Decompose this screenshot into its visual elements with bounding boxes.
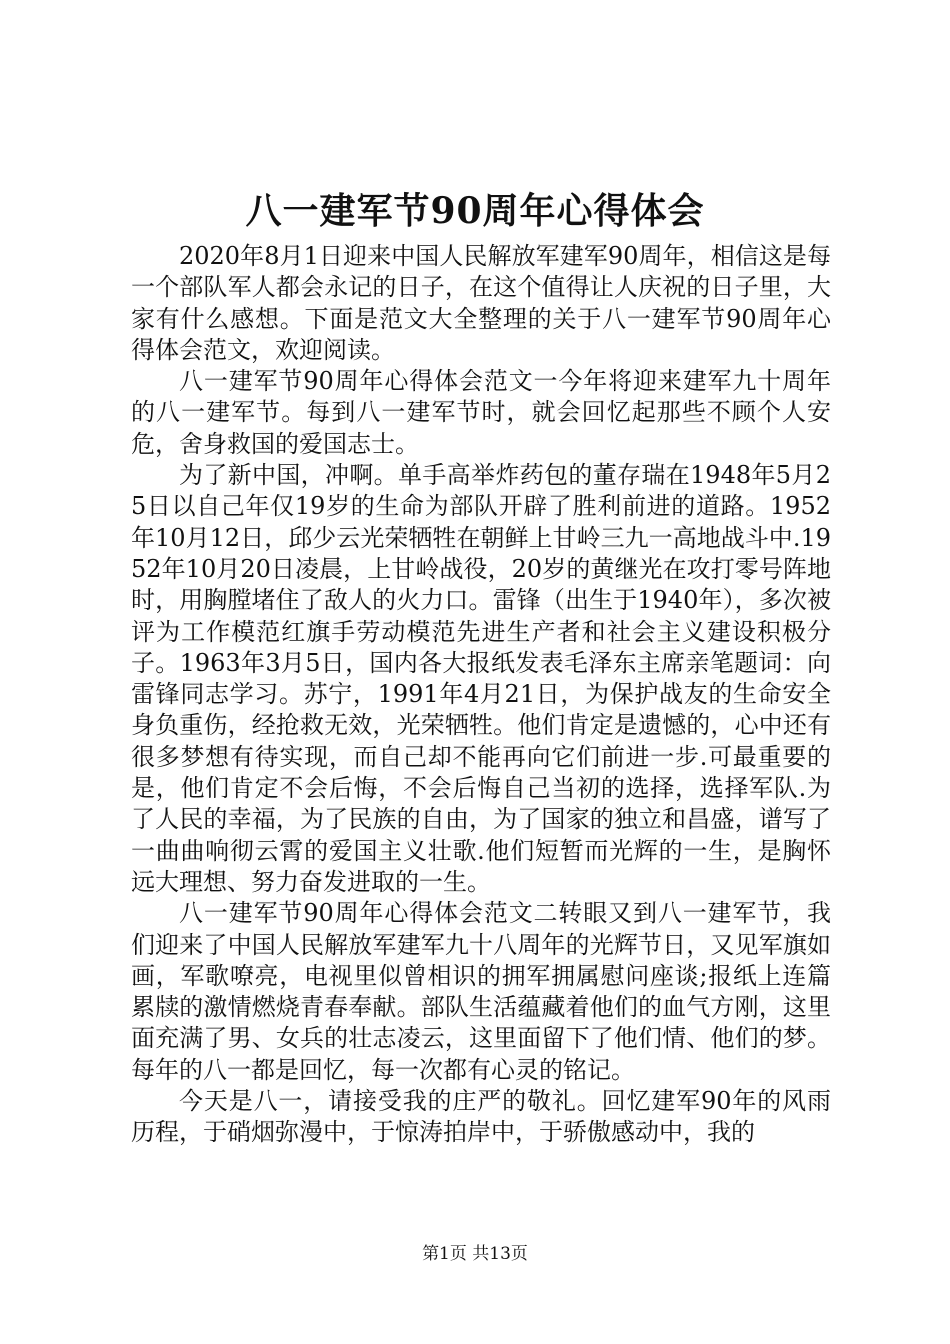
paragraph-heroes: 为了新中国，冲啊。单手高举炸药包的董存瑞在1948年5月25日以自己年仅19岁的生命为部队开辟了胜利前进的道路。1952年10月12日，邱少云光荣牺牲在朝鲜上甘岭三九一高地战斗中.1952年10月20日凌晨，上甘岭战役，20岁的黄继光在攻打零号阵地时，用胸膛堵住了敌人的火力口。雷锋（出生于1940年），多次被评为工作模范红旗手劳动模范先进生产者和社会主义建设积极分子。1963年3月5日，国内各大报纸发表毛泽东主席亲笔题词：向雷锋同志学习。苏宁，1991年4月21日，为保护战友的生命安全身负重伤，经抢救无效，光荣牺牲。他们肯定是遗憾的，心中还有很多梦想有待实现，而自己却不能再向它们前进一步.可最重要的是，他们肯定不会后悔，不会后悔自己当初的选择，选择军队.为了人民的幸福，为了民族的自由，为了国家的独立和昌盛，谱写了一曲曲响彻云霄的爱国主义壮歌.他们短暂而光辉的一生，是胸怀远大理想、努力奋发进取的一生。 [131,461,831,896]
paragraph-intro: 2020年8月1日迎来中国人民解放军建军90周年，相信这是每一个部队军人都会永记的日子，在这个值得让人庆祝的日子里，大家有什么感想。下面是范文大全整理的关于八一建军节90周年心得体会范文，欢迎阅读。 [131,242,831,364]
document-title: 八一建军节90周年心得体会 [245,190,705,232]
paragraph-essay-two: 八一建军节90周年心得体会范文二转眼又到八一建军节，我们迎来了中国人民解放军建军九十八周年的光辉节日，又见军旗如画，军歌嘹亮，电视里似曾相识的拥军拥属慰问座谈;报纸上连篇累牍的激情燃烧青春奉献。部队生活蕴藏着他们的血气方刚，这里面充满了男、女兵的壮志凌云，这里面留下了他们情、他们的梦。每年的八一都是回忆，每一次都有心灵的铭记。 [131,899,831,1084]
document-body [131,241,831,1149]
paragraph-essay-one-intro: 八一建军节90周年心得体会范文一今年将迎来建军九十周年的八一建军节。每到八一建军节时，就会回忆起那些不顾个人安危，舍身救国的爱国志士。 [131,367,831,458]
paragraph-today: 今天是八一，请接受我的庄严的敬礼。回忆建军90年的风雨历程，于硝烟弥漫中，于惊涛拍岸中，于骄傲感动中，我的 [131,1087,831,1147]
page-footer: 第1页 共13页 [422,1244,528,1264]
